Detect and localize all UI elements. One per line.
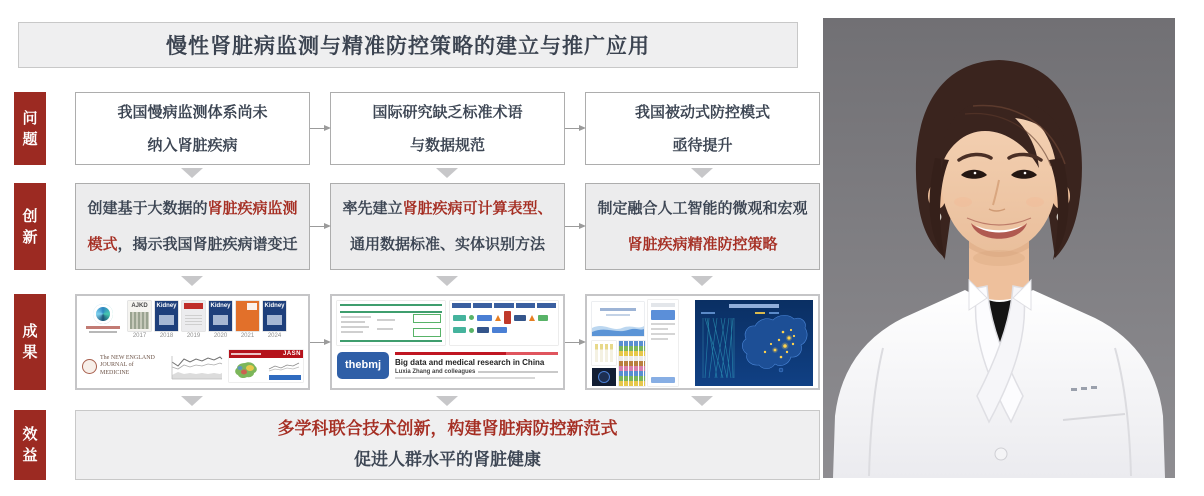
china-choropleth-map <box>231 360 261 380</box>
jasn-mini-chart <box>267 360 301 372</box>
innovation-box-3-line1: 制定融合人工智能的微观和宏观 <box>597 200 808 218</box>
problem-box-3-line2: 亟待提升 <box>672 136 733 154</box>
results-box-publications <box>75 294 310 390</box>
down-triangle-icon <box>436 276 458 286</box>
problem-box-2-line1: 国际研究缺乏标准术语 <box>372 103 523 121</box>
colorimetric-card-thumbnail <box>619 341 645 386</box>
benefit-line1: 多学科联合技术创新，构建肾脏病防控新范式 <box>277 419 618 439</box>
mobile-app-thumbnail <box>648 300 678 386</box>
problem-box-1-line1: 我国慢病监测体系尚未 <box>117 103 268 121</box>
cover-thumbnail <box>236 301 259 331</box>
journal-cover <box>128 301 151 339</box>
urine-test-strips-thumbnail <box>592 341 616 365</box>
cover-thumbnail: Kidney <box>155 301 178 331</box>
results-box-tools <box>585 294 820 390</box>
problem-box-1 <box>75 92 310 165</box>
jasn-article-thumbnail <box>229 350 303 382</box>
problem-box-3-line1: 我国被动式防控模式 <box>634 103 770 121</box>
cover-year: 2017 <box>132 333 147 339</box>
slide-title-text: 慢性肾脏病监测与精准防控策略的建立与推广应用 <box>166 35 650 58</box>
problem-box-1-line2: 纳入肾脏疾病 <box>147 136 238 154</box>
slide-title <box>18 22 798 68</box>
cover-thumbnail <box>182 301 205 331</box>
problem-box-2 <box>330 92 565 165</box>
right-arrow-icon <box>310 226 329 227</box>
innovation-box-3-line2: 肾脏疾病精准防控策略 <box>627 235 778 253</box>
jasn-logo: JASN <box>282 351 301 357</box>
portrait-photo <box>823 18 1175 478</box>
down-triangle-icon <box>181 276 203 286</box>
right-arrow-icon <box>565 226 584 227</box>
journal-covers-strip <box>82 301 303 348</box>
innovation-box-2-line2: 通用数据标准、实体识别方法 <box>349 235 545 253</box>
surveillance-dashboard-thumbnail <box>695 300 813 386</box>
phenotype-flowchart-thumbnail <box>450 301 558 345</box>
cover-year: 2024 <box>267 333 282 339</box>
innovation-box-3 <box>585 183 820 270</box>
right-arrow-icon <box>310 342 329 343</box>
bmj-headline: Big data and medical research in China <box>395 357 545 367</box>
problem-box-3 <box>585 92 820 165</box>
benefit-line2: 促进人群水平的肾脏健康 <box>354 450 541 469</box>
cover-thumbnail: Kidney <box>209 301 232 331</box>
problem-box-2-line2: 与数据规范 <box>409 136 485 154</box>
down-triangle-icon <box>181 396 203 406</box>
innovation-box-1-line1: 创建基于大数据的肾脏疾病监测 <box>87 200 298 218</box>
right-arrow-icon <box>565 342 584 343</box>
down-triangle-icon <box>691 168 713 178</box>
right-arrow-icon <box>310 128 329 129</box>
kit-booklet-thumbnail <box>592 302 644 336</box>
cknet-logo <box>82 301 124 333</box>
trend-chart-thumbnail <box>168 350 224 382</box>
cover-year: 2018 <box>159 333 174 339</box>
down-triangle-icon <box>181 168 203 178</box>
row-label-results: 成果 <box>14 294 46 390</box>
nejm-logo: The NEW ENGLAND JOURNAL of MEDICINE <box>82 355 163 378</box>
journal-cover <box>155 301 178 339</box>
right-arrow-icon <box>565 128 584 129</box>
row-label-benefit: 效益 <box>14 410 46 480</box>
sample-dish-thumbnail <box>592 368 616 386</box>
doctor-portrait-illustration <box>823 18 1175 478</box>
journal-cover <box>263 301 286 339</box>
bmj-article <box>337 347 558 383</box>
cknet-logo-icon <box>93 304 113 324</box>
row-label-problem: 问题 <box>14 92 46 165</box>
row-label-innovation: 创新 <box>14 183 46 270</box>
innovation-box-2-line1: 率先建立肾脏疾病可计算表型、 <box>342 200 553 218</box>
journal-cover <box>236 301 259 339</box>
journal-cover <box>182 301 205 339</box>
down-triangle-icon <box>436 396 458 406</box>
cover-year: 2019 <box>186 333 201 339</box>
nejm-seal-icon <box>82 359 97 374</box>
test-kit-collage <box>592 300 692 386</box>
innovation-box-1-line2: 模式，揭示我国肾脏疾病谱变迁 <box>87 235 298 253</box>
down-triangle-icon <box>691 276 713 286</box>
cover-thumbnail: Kidney <box>263 301 286 331</box>
bmj-logo: thebmj <box>337 352 389 379</box>
cover-year: 2021 <box>240 333 255 339</box>
cover-year: 2020 <box>213 333 228 339</box>
terminology-table-thumbnail <box>337 301 445 345</box>
innovation-box-2 <box>330 183 565 270</box>
down-triangle-icon <box>691 396 713 406</box>
innovation-box-1 <box>75 183 310 270</box>
journal-cover <box>209 301 232 339</box>
benefit-box <box>75 410 820 480</box>
results-box-standards <box>330 294 565 390</box>
down-triangle-icon <box>436 168 458 178</box>
cover-thumbnail: AJKD <box>128 301 151 331</box>
bmj-byline: Luxia Zhang and colleagues <box>395 368 476 375</box>
